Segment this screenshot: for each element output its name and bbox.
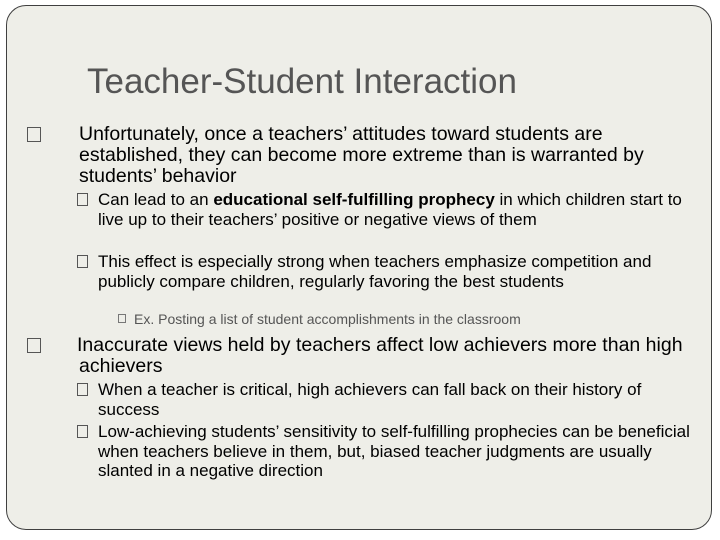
bullet-text-after: in which children start to live up to their teachers’ positive or negative views of them [98, 190, 682, 229]
bullet-text-bold: educational self-fulfilling prophecy [213, 190, 495, 209]
bullet-level2-effect [75, 252, 695, 291]
bullet-level2-critical [75, 380, 695, 419]
bullet-box-icon [118, 314, 126, 323]
bullet-box-icon [77, 425, 88, 438]
bullet-box-icon [77, 193, 88, 206]
bullet-level2-self-fulfilling [75, 190, 695, 229]
bullet-box-icon [77, 383, 88, 396]
bullet-level3-example [118, 311, 678, 327]
slide [6, 5, 712, 530]
bullet-text: Low-achieving students’ sensitivity to self-fulfilling prophecies can be beneficial when teachers believe in them, but, biased teacher judgments are usually slanted in a negative direction [98, 422, 690, 480]
bullet-text: When a teacher is critical, high achievers can fall back on their history of success [98, 380, 642, 419]
slide-title: Teacher-Student Interaction [87, 62, 517, 101]
bullet-level1-unfortunately [27, 124, 687, 187]
bullet-text: This effect is especially strong when teachers emphasize competition and publicly compare children, regularly favoring the best students [98, 252, 652, 291]
bullet-level1-inaccurate [27, 335, 687, 377]
bullet-text: Ex. Posting a list of student accomplishments in the classroom [134, 311, 521, 327]
bullet-text: Unfortunately, once a teachers’ attitudes toward students are established, they can become more extreme than is warranted by students’ behavior [79, 123, 644, 187]
bullet-box-icon [77, 255, 88, 268]
bullet-text-before: Can lead to an [98, 190, 214, 209]
bullet-text: Inaccurate views held by teachers affect low achievers more than high achievers [77, 334, 683, 377]
bullet-box-icon [27, 127, 41, 142]
bullet-text [98, 190, 695, 229]
bullet-box-icon [27, 338, 41, 353]
bullet-level2-low-achieving [75, 422, 695, 481]
